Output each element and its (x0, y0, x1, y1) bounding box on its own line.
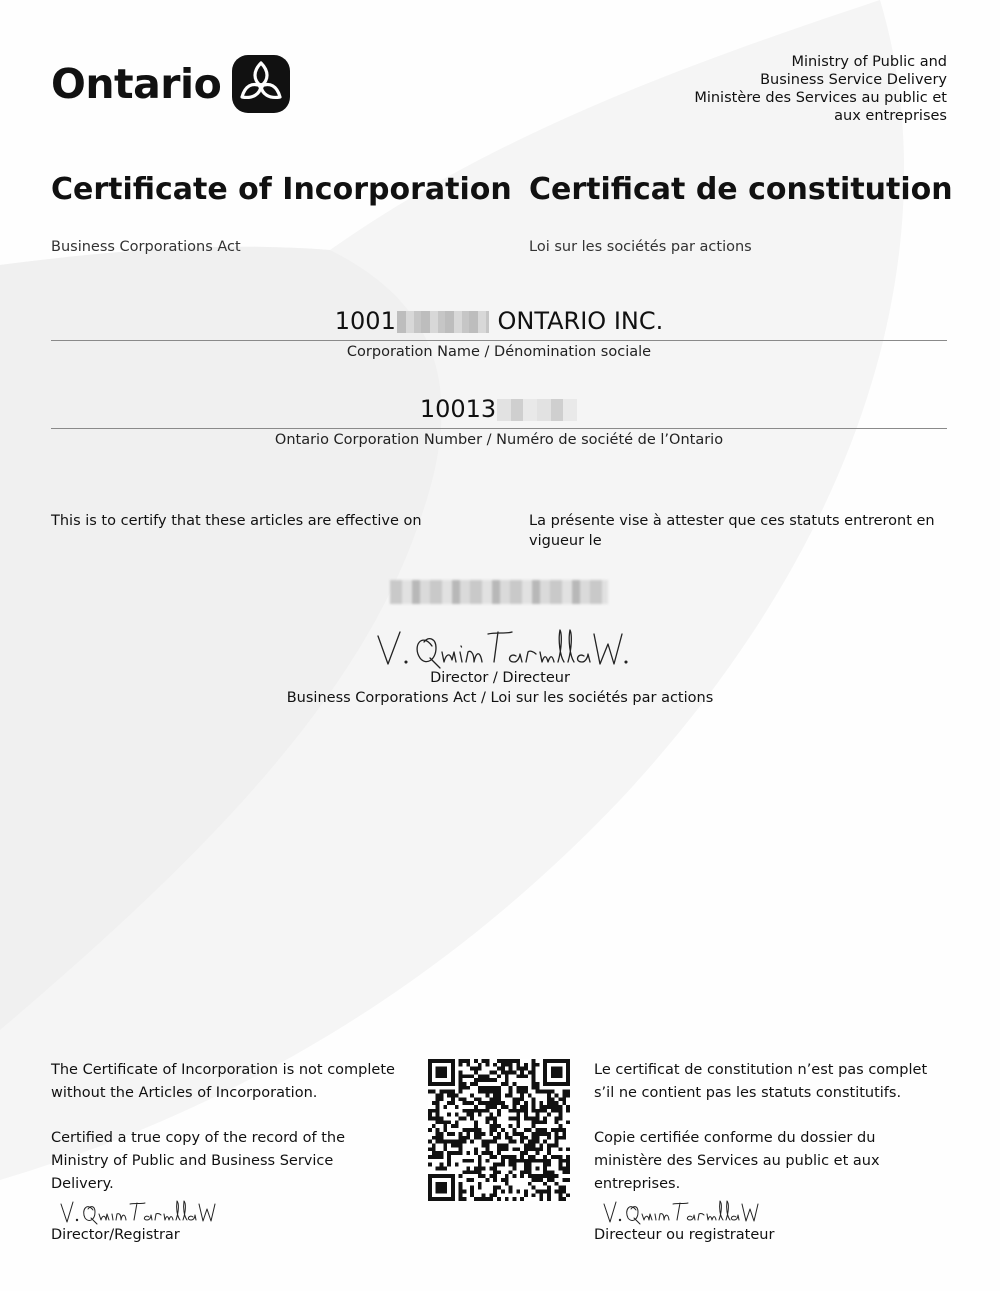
director-act: Business Corporations Act / Loi sur les sociétés par actions (286, 690, 714, 706)
qr-code[interactable] (428, 1059, 570, 1201)
title-english: Certificate of Incorporation (51, 172, 512, 207)
ministry-name (694, 53, 947, 125)
redacted-block (497, 399, 577, 421)
corporation-number (51, 395, 947, 423)
corporation-number-prefix: 10013 (419, 395, 497, 423)
corporation-name-label: Corporation Name / Dénomination sociale (346, 344, 652, 360)
title-french: Certificat de constitution (529, 172, 953, 207)
redacted-block (397, 311, 489, 333)
footer-english (51, 1059, 396, 1247)
director-title: Director / Directeur (430, 670, 570, 686)
redacted-effective-date (390, 580, 608, 604)
footer-role-english: Director/Registrar (51, 1227, 180, 1243)
footer-french (594, 1059, 939, 1247)
registrar-signature (594, 1196, 759, 1226)
corporation-name-prefix: 1001 (334, 307, 396, 335)
ministry-line: Ministry of Public and (791, 54, 947, 70)
ontario-brand (51, 54, 291, 114)
director-signature (370, 622, 630, 674)
corporation-number-rule (51, 428, 947, 429)
registrar-signature (51, 1196, 216, 1226)
certify-english: This is to certify that these articles are effective on (51, 513, 422, 529)
act-french: Loi sur les sociétés par actions (529, 239, 752, 255)
footer-certified-english: Certified a true copy of the record of the Ministry of Public and Business Service Delivery. (51, 1130, 345, 1192)
footer-role-french: Directeur ou registrateur (594, 1227, 775, 1243)
trillium-logo-icon (231, 54, 291, 114)
ministry-line: aux entreprises (834, 108, 947, 124)
ontario-wordmark: Ontario (51, 60, 222, 108)
corporation-number-label: Ontario Corporation Number / Numéro de société de l’Ontario (274, 432, 724, 448)
footer-note-french: Le certificat de constitution n’est pas complet s’il ne contient pas les statuts constitutifs. (594, 1062, 928, 1101)
corporation-name-rule (51, 340, 947, 341)
ministry-line: Ministère des Services au public et (694, 90, 947, 106)
corporation-name-suffix: ONTARIO INC. (497, 307, 664, 335)
footer-note-english: The Certificate of Incorporation is not complete without the Articles of Incorporation. (51, 1062, 395, 1101)
corporation-name (51, 307, 947, 335)
certify-french: La présente vise à attester que ces statuts entreront en vigueur le (529, 513, 935, 549)
act-english: Business Corporations Act (51, 239, 241, 255)
ministry-line: Business Service Delivery (760, 72, 947, 88)
footer-certified-french: Copie certifiée conforme du dossier du ministère des Services au public et aux entreprises. (594, 1130, 880, 1192)
